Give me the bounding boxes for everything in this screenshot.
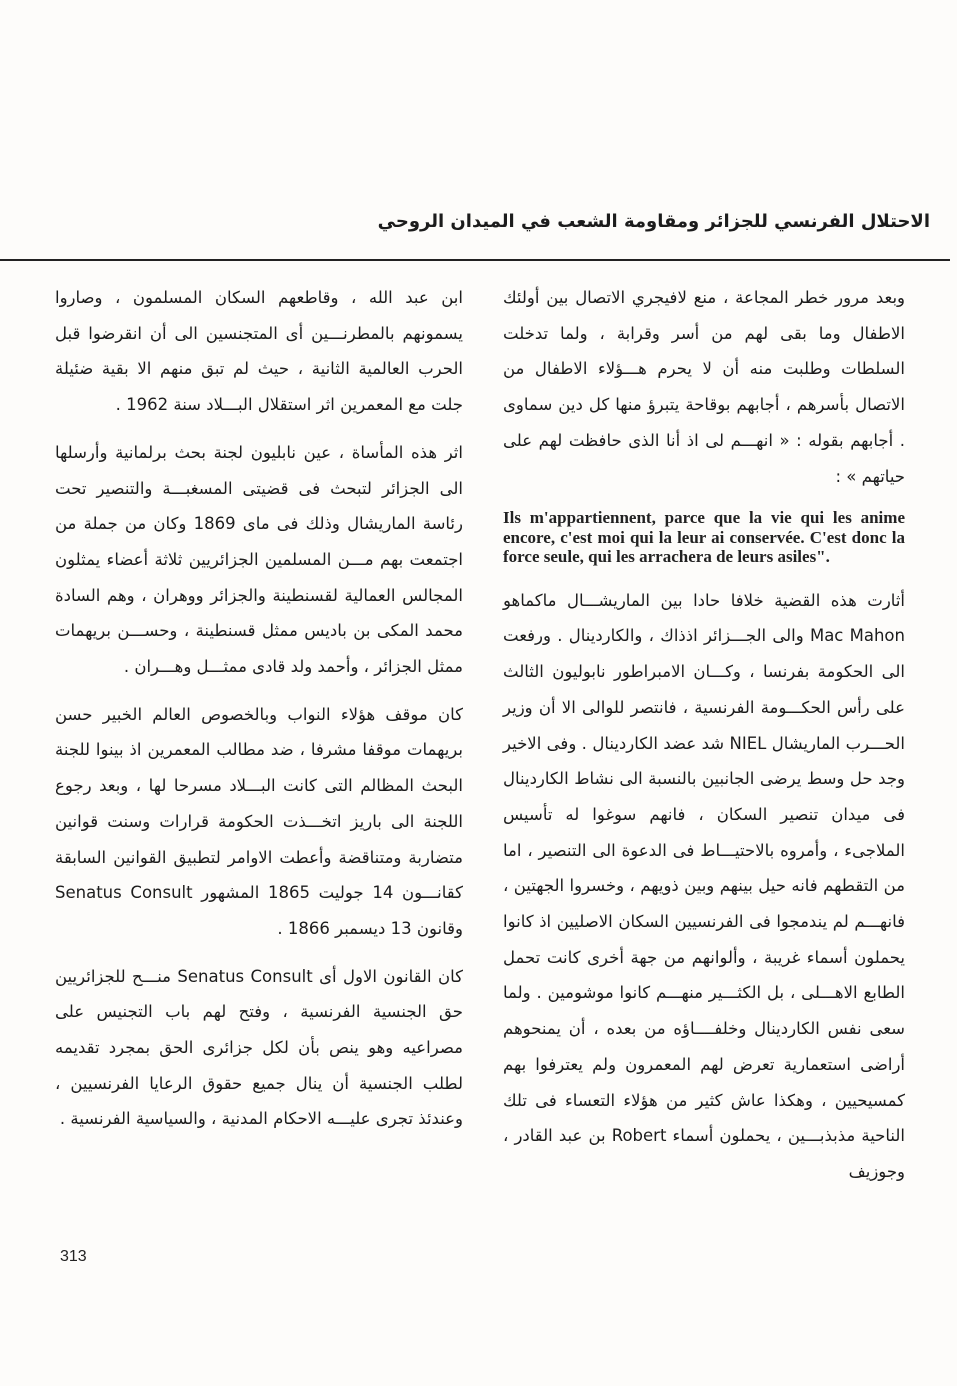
left-paragraph-3: كان موقف هؤلاء النواب وبالخصوص العالم الخبير حسن بريهمات موقفا مشرفا ، ضد مطالب المعمرين اذ بينوا للجنة البحث المظالم التى كانت البـــلاد مسرحا لها ، وبعد رجوع اللجنة الى باريز اتخـــذت الحكومة قرارات وسنت قوانين متضاربة ومتناقضة وأعطت الاوامر لتطبيق القوانين السابقة كقانـــون 14 جوليت 1865 المشهور Senatus Consult وقانون 13 ديسمبر 1866 . bbox=[55, 704, 463, 938]
right-column bbox=[503, 280, 905, 1190]
left-paragraph-4: كان القانون الاول أى Senatus Consult منـــح للجزائريين حق الجنسية الفرنسية ، وفتح لهم باب التجنيس على مصراعيه وهو ينص بأن لكل جزائرى الحق بمجرد تقديمه لطلب الجنسية أن ينال جميع حقوق الرعايا الفرنسيين ، وعندئذ تجرى عليـــه الاحكام المدنية ، والسياسية الفرنسية . bbox=[55, 966, 463, 1129]
left-paragraph-2: اثر هذه المأساة ، عين نابليون لجنة بحث برلمانية وأرسلها الى الجزائر لتبحث فى قضيتى المسغبـــة والتنصير تحت رئاسة الماريشال وذلك فى ماى 1869 وكان من جملة من اجتمعت بهم مـــن المسلمين الجزائريين ثلاثة أعضاء يمثلون المجالس العمالية لقسنطينة والجزائر ووهران ، وهم السادة محمد المكى بن باديس ممثل قسنطينة ، وحســـن بريهمات ممثل الجزائر ، وأحمد ولد قادى ممثـــل وهـــران . bbox=[55, 442, 463, 677]
header-rule bbox=[0, 259, 950, 261]
right-paragraph-2: أثارت هذه القضية خلافا حادا بين الماريشـــال ماكماهو Mac Mahon والى الجـــزائر اذذاك ، والكاردينال . ورفعت الى الحكومة بفرنسا ، وكـــان الامبراطور نابوليون الثالث على رأس الحكـــومة الفرنسية ، فانتصر للوالى الا أن وزير الحـــرب الماريشال NIEL شد عضد الكاردينال . وفى الاخير وجد حل وسط يرضى الجانبين بالنسبة الى نشاط الكاردينال فى ميدان تنصير السكان ، فانهم سوغوا له تأسيس الملاجىء ، وأمروه بالاحتيـــاط فى الدعوة الى التنصير ، اما من التقطهم فانه حيل بينهم وبين ذويهم ، وخسروا الجهتين ، فانهـــم لم يندمجوا فى الفرنسيين السكان الاصليين اذ كانوا يحملون أسماء غريبة ، وألوانهم من جهة أخرى كانت تحمل الطابع الاهـــلى ، بل الكثـــير منهـــم كانوا موشومين . ولما سعى نفس الكاردينال وخلفــــاؤه من بعده ، أن يمنحوهم أراضى استعمارية تعرض لهم المعمرون ولم يعترفوا بهم كمسيحيين ، وهكذا عاش كثير من هؤلاء التعساء فى تلك الناحية مذبذبـــين ، يحملون أسماء Robert بن عبد القادر ، وجوزيف bbox=[503, 590, 905, 1181]
running-header bbox=[30, 205, 930, 239]
left-paragraph-1: ابن عبد الله ، وقاطعهم السكان المسلمون ، وصاروا يسمونهم بالمطرنـــين أى المتجنسين الى أن انقرضوا قبل الحرب العالمية الثانية ، حيث لم تبق منهم الا بقية ضئيلة جلت مع المعمرين اثر استقلال البـــلاد سنة 1962 . bbox=[55, 288, 463, 415]
left-column bbox=[55, 280, 463, 1137]
page-number: 313 bbox=[60, 1248, 87, 1265]
running-header-title: الاحتلال الفرنسي للجزائر ومقاومة الشعب في الميدان الروحي bbox=[377, 211, 930, 232]
french-quote: Ils m'appartiennent, parce que la vie qui les anime encore, c'est moi qui la leur ai conservée. C'est donc la force seule, qui les arrachera de leurs asiles". bbox=[503, 508, 905, 567]
right-paragraph-1: وبعد مرور خطر المجاعة ، منع لافيجري الاتصال بين أولئك الاطفال وما بقى لهم من أسر وقرابة ، ولما تدخلت السلطات وطلبت منه أن لا يحرم هـــؤلاء الاطفال من الاتصال بأسرهم ، أجابهم بوقاحة يتبرؤ منها كل دين سماوى . أجابهم بقوله : « انهـــم لى اذ أنا الذى حافظت لهم على حياتهم » : bbox=[503, 288, 905, 486]
